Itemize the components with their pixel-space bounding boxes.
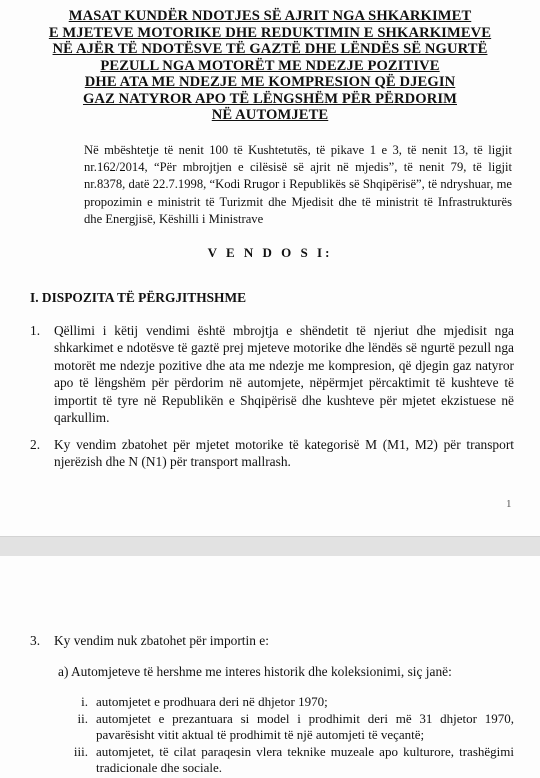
item-number: 1. xyxy=(30,323,41,338)
item-text: Ky vendim nuk zbatohet për importin e: xyxy=(54,633,269,648)
title-line-3: NË AJËR TË NDOTËSVE TË GAZTË DHE LËNDËS SË NGURTË xyxy=(52,41,488,57)
sub-item-label: a) xyxy=(58,664,69,679)
roman-numeral: ii. xyxy=(77,711,88,726)
roman-item-text: automjetet e prodhuara deri në dhjetor 1970; xyxy=(96,694,328,709)
roman-item-text: automjetet, të cilat paraqesin vlera teknike muzeale apo kulturore, trashëgimi tradicionale dhe sociale. xyxy=(96,744,514,776)
item-text: Qëllimi i këtij vendimi është mbrojtja e shëndetit të njeriut dhe mjedisit nga shkarkimet e ndotësve të gaztë prej mjeteve motorike dhe lëndës së ngurtë pezull nga motorët me ndezje pozitive dhe ata me ndezje me kompresion, që djegin gaz natyror apo të lëngshëm për përdorim në automjete, nëpërmjet përcaktimit të kushteve të importit të tyre në Republikën e Shqipërisë dhe kushteve për mjetet ekzistuese në qarkullim. xyxy=(54,323,514,426)
roman-numeral: i. xyxy=(81,694,88,709)
title-line-5: DHE ATA ME NDEZJE ME KOMPRESION QË DJEGIN xyxy=(84,74,456,90)
document-title xyxy=(40,8,500,124)
title-line-2: E MJETEVE MOTORIKE DHE REDUKTIMIN E SHKARKIMEVE xyxy=(48,24,492,41)
title-line-7: NË AUTOMJETE xyxy=(211,107,329,123)
page-separator xyxy=(0,536,540,557)
title-line-6: GAZ NATYROR APO TË LËNGSHËM PËR PËRDORIM xyxy=(82,90,457,107)
sub-item-a xyxy=(58,664,518,680)
article-item-1 xyxy=(30,322,514,426)
item-text: Ky vendim zbatohet për mjetet motorike të kategorisë M (M1, M2) për transport njerëzish dhe N (N1) për transport mallrash. xyxy=(54,437,514,470)
item-number: 2. xyxy=(30,437,41,452)
section-heading: I. DISPOZITA TË PËRGJITHSHME xyxy=(30,290,247,305)
roman-numeral: iii. xyxy=(73,744,88,759)
decision-heading: V E N D O S I: xyxy=(207,245,333,260)
item-number: 3. xyxy=(30,633,41,648)
title-line-1: MASAT KUNDËR NDOTJES SË AJRIT NGA SHKARKIMET xyxy=(68,8,472,24)
page-number: 1 xyxy=(506,498,512,510)
sub-item-text: Automjeteve të hershme me interes historik dhe koleksionimi, siç janë: xyxy=(71,664,452,679)
article-item-2 xyxy=(30,436,514,472)
roman-item-text: automjetet e prezantuara si model i prodhimit deri më 31 dhjetor 1970, pavarësisht vitit aktual të prodhimit të një automjeti të veçantë; xyxy=(96,711,514,743)
preamble-paragraph: Në mbështetje të nenit 100 të Kushtetutës, të pikave 1 e 3, të nenit 13, të ligjit nr.162/2014, “Për mbrojtjen e cilësisë së ajrit në mjedis”, të nenit 79, të ligjit nr.8378, datë 22.7.1998, “Kodi Rrugor i Republikës së Shqipërisë”, të ndryshuar, me propozimin e ministrit të Turizmit dhe Mjedisit dhe të ministrit të Infrastrukturës dhe Energjisë, Këshilli i Ministrave xyxy=(84,143,512,226)
title-line-4: PEZULL NGA MOTORËT ME NDEZJE POZITIVE xyxy=(100,57,440,74)
